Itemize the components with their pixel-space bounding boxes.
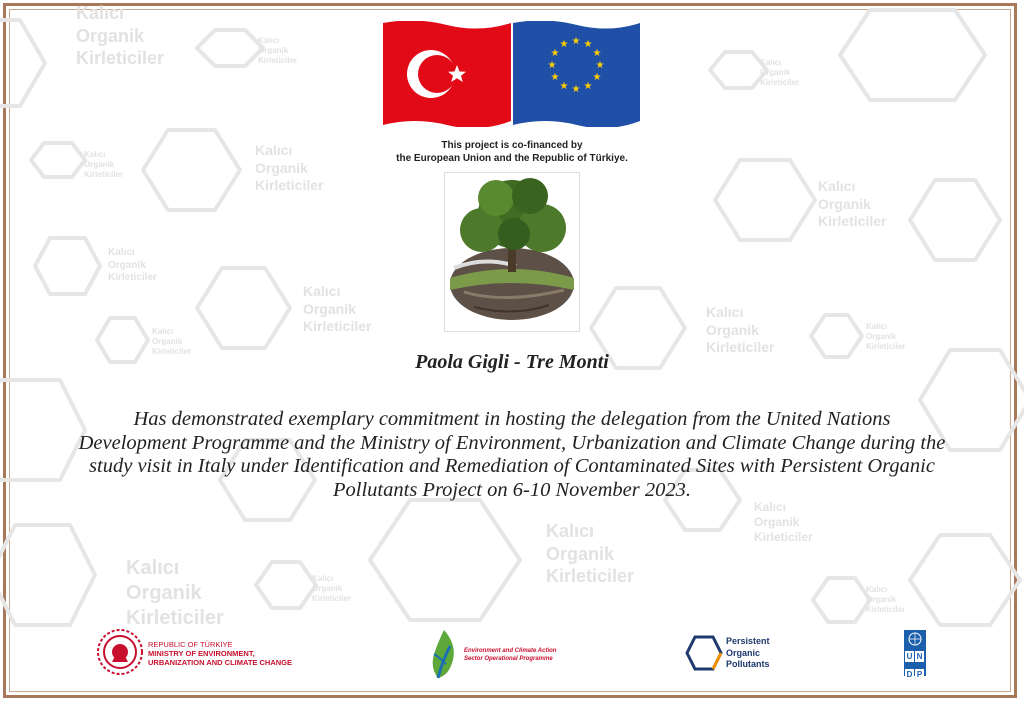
- watermark-label: Kalıcı Organik Kirleticiler: [754, 500, 813, 544]
- svg-text:★: ★: [550, 72, 560, 83]
- body-line: Has demonstrated exemplary commitment in hosting the delegation from the United Nations: [133, 408, 891, 430]
- tree-soil-image: [444, 172, 580, 332]
- watermark-label: Kalıcı Organik Kirleticiler: [760, 58, 800, 87]
- pops-logo: Persistent Organic Pollutants: [685, 634, 785, 674]
- turkey-eu-flags: [383, 21, 641, 127]
- svg-text:★: ★: [559, 39, 569, 50]
- watermark-hexagon: [370, 500, 520, 620]
- svg-text:★: ★: [550, 48, 560, 59]
- ministry-emblem-icon: [96, 628, 144, 676]
- svg-text:★: ★: [592, 72, 602, 83]
- watermark-hexagon: [35, 238, 100, 294]
- recipient-name: Paola Gigli - Tre Monti: [415, 351, 609, 373]
- watermark-label: Kalıcı Organik Kirleticiler: [108, 247, 157, 283]
- watermark-hexagon: [715, 160, 815, 240]
- watermark-label: Kalıcı Organik Kirleticiler: [84, 150, 124, 179]
- watermark-hexagon: [197, 30, 263, 66]
- watermark-label: Kalıcı Organik Kirleticiler: [312, 574, 352, 603]
- body-line: study visit in Italy under Identification and Remediation of Contaminated Sites with Persistent Organic: [89, 455, 935, 477]
- watermark-label: Kalıcı Organik Kirleticiler: [866, 322, 906, 351]
- body-line: Development Programme and the Ministry of Environment, Urbanization and Climate Change during the: [78, 431, 946, 454]
- un-emblem-icon: [908, 632, 922, 646]
- watermark-label: Kalıcı Organik Kirleticiler: [546, 521, 635, 586]
- turkey-flag: [383, 21, 511, 127]
- watermark-hexagon: [31, 143, 85, 177]
- watermark-hexagon: [197, 268, 290, 348]
- cofinancing-statement: This project is co-financed by the European Union and the Republic of Türkiye.: [396, 140, 628, 164]
- watermark-hexagon: [256, 562, 316, 608]
- watermark-label: Kalıcı Organik Kirleticiler: [255, 142, 324, 193]
- watermark-label: Kalıcı Organik Kirleticiler: [258, 36, 298, 65]
- watermark-label: Kalıcı Organik Kirleticiler: [152, 327, 192, 356]
- ecap-logo: Environment and Climate Action Sector Operational Programme: [426, 628, 591, 680]
- watermark-hexagon: [0, 20, 45, 106]
- watermark-label: Kalıcı Organik Kirleticiler: [126, 557, 224, 629]
- watermark-hexagon: [840, 10, 985, 100]
- watermark-hexagon: [813, 578, 870, 622]
- svg-text:★: ★: [583, 81, 593, 92]
- watermark-hexagon: [710, 52, 767, 88]
- watermark-label: Kalıcı Organik Kirleticiler: [818, 178, 887, 229]
- svg-text:★: ★: [571, 36, 581, 47]
- svg-text:★: ★: [559, 81, 569, 92]
- watermark-hexagon: [910, 180, 1000, 260]
- watermark-label: Kalıcı Organik Kirleticiler: [866, 585, 906, 614]
- svg-text:★: ★: [571, 84, 581, 95]
- ministry-logo: REPUBLIC OF TÜRKIYE MINISTRY OF ENVIRONMENT, URBANIZATION AND CLIMATE CHANGE: [96, 630, 306, 674]
- watermark-label: Kalıcı Organik Kirleticiler: [76, 3, 165, 68]
- leaf-icon: [426, 628, 462, 680]
- hexagon-icon: [685, 634, 723, 672]
- watermark-label: Kalıcı Organik Kirleticiler: [303, 283, 372, 334]
- svg-text:★: ★: [595, 60, 605, 71]
- undp-logo: U ND P: [904, 630, 926, 676]
- body-line: Pollutants Project on 6-10 November 2023.: [333, 478, 691, 501]
- svg-text:★: ★: [547, 60, 557, 71]
- certificate-body: [40, 408, 984, 502]
- eu-flag: [513, 21, 640, 127]
- svg-text:★: ★: [592, 48, 602, 59]
- watermark-label: Kalıcı Organik Kirleticiler: [706, 304, 775, 355]
- watermark-hexagon: [0, 525, 95, 625]
- svg-text:★: ★: [583, 39, 593, 50]
- watermark-hexagon: [143, 130, 240, 210]
- watermark-hexagon: [910, 535, 1020, 625]
